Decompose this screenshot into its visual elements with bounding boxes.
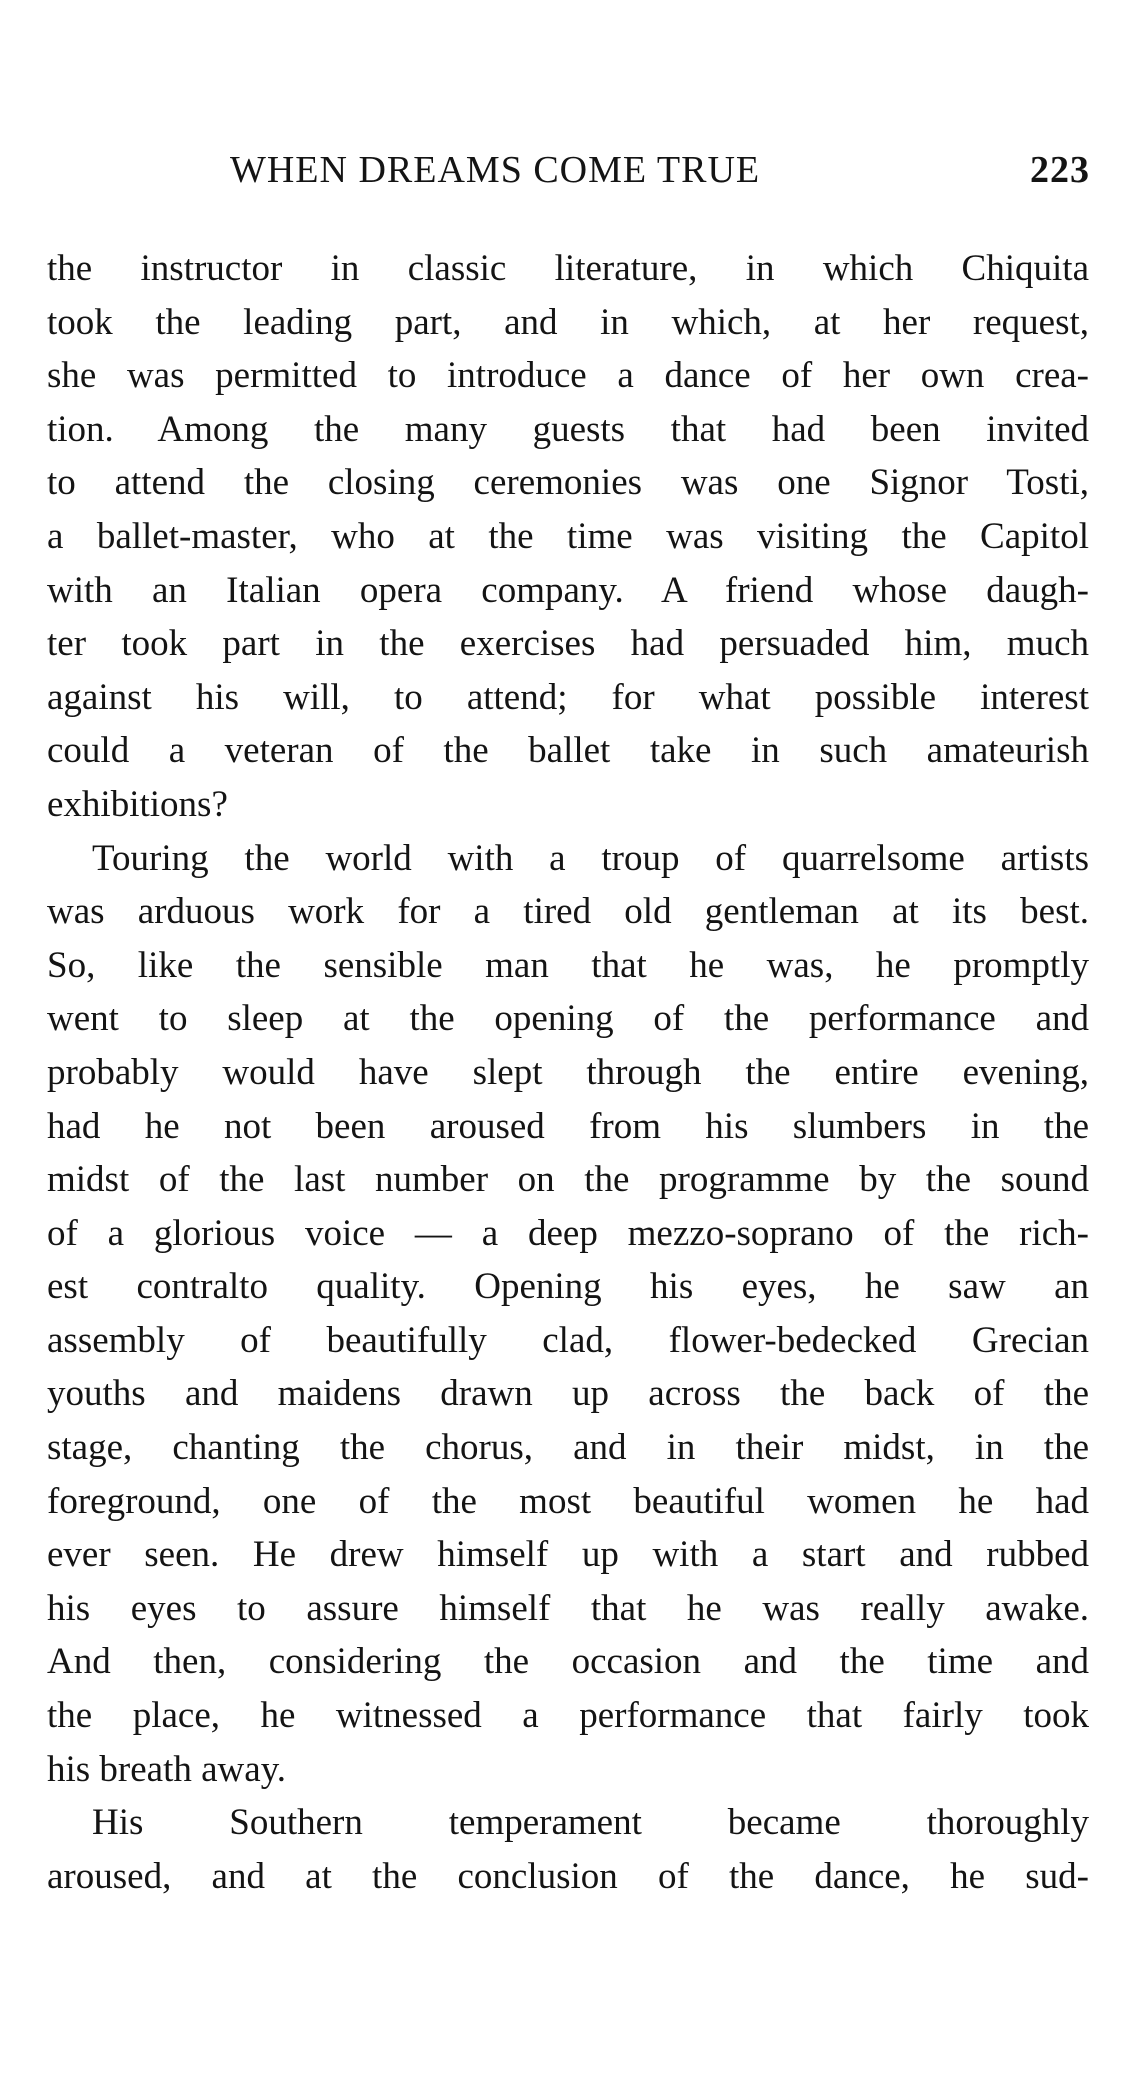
text-line: Touring the world with a troup of quarrelsome artists [92,837,1089,879]
text-line: she was permitted to introduce a dance of her own crea- [47,355,1089,397]
text-line: went to sleep at the opening of the performance and [47,998,1089,1040]
text-line: had he not been aroused from his slumbers in the [47,1105,1089,1147]
text-line: his breath away. [47,1748,287,1790]
text-line: the instructor in classic literature, in which Chiquita [47,248,1089,289]
body-text [47,242,1089,1903]
text-line: could a veteran of the ballet take in such amateurish [47,730,1089,772]
text-line: against his will, to attend; for what possible interest [47,676,1089,718]
text-line: with an Italian opera company. A friend whose daugh- [47,569,1089,611]
text-line: was arduous work for a tired old gentleman at its best. [47,891,1089,933]
text-line: So, like the sensible man that he was, he promptly [47,944,1089,986]
text-line: exhibitions? [47,783,228,825]
text-line: took the leading part, and in which, at her request, [47,301,1089,343]
text-line: assembly of beautifully clad, flower-bedecked Grecian [47,1319,1089,1361]
text-line: aroused, and at the conclusion of the dance, he sud- [47,1855,1089,1897]
text-line: His Southern temperament became thoroughly [92,1802,1089,1844]
text-line: probably would have slept through the entire evening, [47,1051,1089,1093]
text-line: foreground, one of the most beautiful women he had [47,1480,1089,1522]
text-line: midst of the last number on the programme by the sound [47,1159,1089,1201]
text-line: stage, chanting the chorus, and in their midst, in the [47,1427,1089,1469]
text-line: of a glorious voice — a deep mezzo-soprano of the rich- [47,1212,1089,1254]
running-head [230,147,1090,193]
text-line: tion. Among the many guests that had been invited [47,408,1089,450]
page-number: 223 [1030,149,1090,191]
text-line: ter took part in the exercises had persuaded him, much [47,623,1089,665]
running-title: WHEN DREAMS COME TRUE [230,149,761,191]
text-line: youths and maidens drawn up across the back of the [47,1373,1089,1415]
text-line: est contralto quality. Opening his eyes, he saw an [47,1266,1089,1308]
text-line: ever seen. He drew himself up with a start and rubbed [47,1534,1089,1576]
text-line: And then, considering the occasion and the time and [47,1641,1089,1683]
text-line: a ballet-master, who at the time was visiting the Capitol [47,515,1089,557]
text-line: the place, he witnessed a performance that fairly took [47,1695,1089,1737]
text-line: to attend the closing ceremonies was one Signor Tosti, [47,462,1089,504]
text-line: his eyes to assure himself that he was really awake. [47,1587,1089,1629]
